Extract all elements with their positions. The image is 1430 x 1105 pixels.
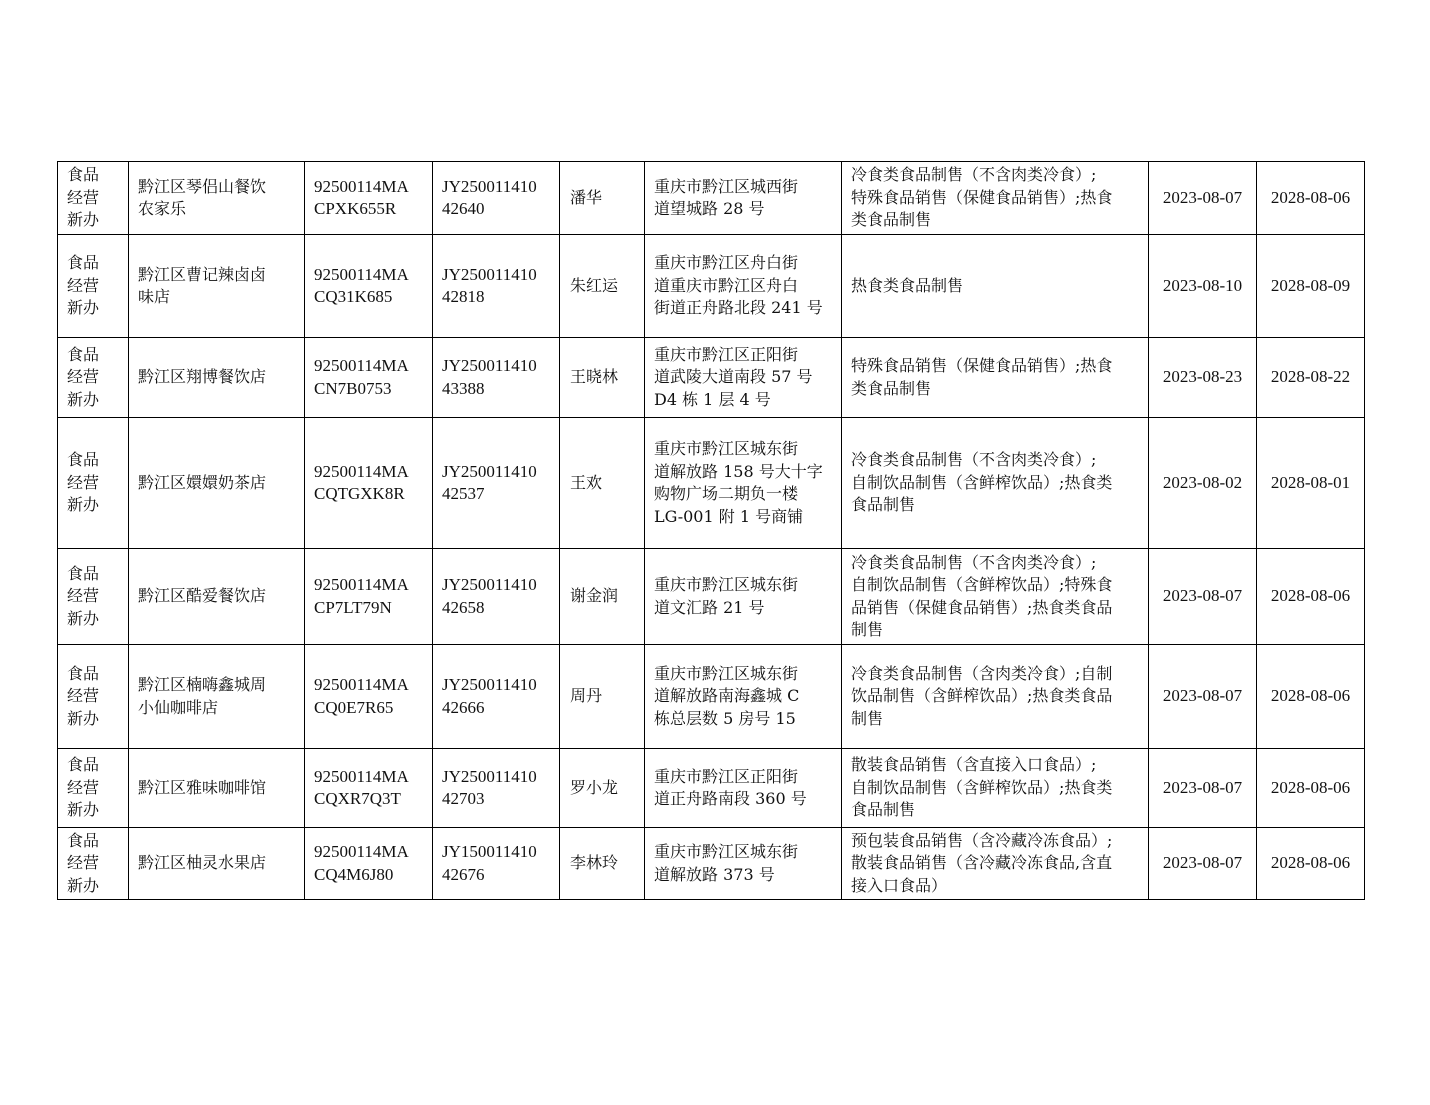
address-cell: 重庆市黔江区城东街 道解放路 158 号大十字 购物广场二期负一楼 LG-001 附 1 号商铺 <box>645 418 842 549</box>
business-scope-cell: 冷食类食品制售（含肉类冷食）;自制 饮品制售（含鲜榨饮品）;热食类食品 制售 <box>842 645 1149 749</box>
credit-code-cell: 92500114MA CQ0E7R65 <box>305 645 433 749</box>
legal-person-cell: 罗小龙 <box>560 749 645 828</box>
address-cell: 重庆市黔江区正阳街 道正舟路南段 360 号 <box>645 749 842 828</box>
address-cell: 重庆市黔江区城东街 道解放路南海鑫城 C 栋总层数 5 房号 15 <box>645 645 842 749</box>
table-row <box>58 418 1365 549</box>
start-date-cell: 2023-08-10 <box>1149 235 1257 338</box>
end-date-cell: 2028-08-06 <box>1257 645 1365 749</box>
table-row <box>58 828 1365 900</box>
end-date-cell: 2028-08-01 <box>1257 418 1365 549</box>
address-cell: 重庆市黔江区正阳街 道武陵大道南段 57 号 D4 栋 1 层 4 号 <box>645 338 842 418</box>
license-number-cell: JY250011410 42818 <box>433 235 560 338</box>
table-row <box>58 235 1365 338</box>
permit-type-cell: 食品 经营 新办 <box>58 162 129 235</box>
credit-code-cell: 92500114MA CP7LT79N <box>305 549 433 645</box>
table-row <box>58 645 1365 749</box>
business-scope-cell: 预包装食品销售（含冷藏冷冻食品）; 散装食品销售（含冷藏冷冻食品,含直 接入口食品） <box>842 828 1149 900</box>
start-date-cell: 2023-08-07 <box>1149 549 1257 645</box>
legal-person-cell: 朱红运 <box>560 235 645 338</box>
business-name-cell: 黔江区翔博餐饮店 <box>129 338 305 418</box>
business-name-cell: 黔江区酷爱餐饮店 <box>129 549 305 645</box>
end-date-cell: 2028-08-22 <box>1257 338 1365 418</box>
credit-code-cell: 92500114MA CQ31K685 <box>305 235 433 338</box>
credit-code-cell: 92500114MA CN7B0753 <box>305 338 433 418</box>
table-row <box>58 338 1365 418</box>
business-scope-cell: 冷食类食品制售（不含肉类冷食）; 自制饮品制售（含鲜榨饮品）;特殊食 品销售（保健食品销售）;热食类食品 制售 <box>842 549 1149 645</box>
business-scope-cell: 冷食类食品制售（不含肉类冷食）; 特殊食品销售（保健食品销售）;热食 类食品制售 <box>842 162 1149 235</box>
business-scope-cell: 散装食品销售（含直接入口食品）; 自制饮品制售（含鲜榨饮品）;热食类 食品制售 <box>842 749 1149 828</box>
legal-person-cell: 周丹 <box>560 645 645 749</box>
end-date-cell: 2028-08-06 <box>1257 828 1365 900</box>
end-date-cell: 2028-08-06 <box>1257 749 1365 828</box>
start-date-cell: 2023-08-07 <box>1149 749 1257 828</box>
table-row <box>58 162 1365 235</box>
license-number-cell: JY250011410 42666 <box>433 645 560 749</box>
credit-code-cell: 92500114MA CQ4M6J80 <box>305 828 433 900</box>
business-name-cell: 黔江区曹记辣卤卤 味店 <box>129 235 305 338</box>
business-scope-cell: 冷食类食品制售（不含肉类冷食）; 自制饮品制售（含鲜榨饮品）;热食类 食品制售 <box>842 418 1149 549</box>
start-date-cell: 2023-08-23 <box>1149 338 1257 418</box>
business-scope-cell: 热食类食品制售 <box>842 235 1149 338</box>
license-number-cell: JY250011410 42658 <box>433 549 560 645</box>
permit-type-cell: 食品 经营 新办 <box>58 549 129 645</box>
address-cell: 重庆市黔江区舟白街 道重庆市黔江区舟白 街道正舟路北段 241 号 <box>645 235 842 338</box>
permit-type-cell: 食品 经营 新办 <box>58 749 129 828</box>
license-number-cell: JY250011410 42640 <box>433 162 560 235</box>
credit-code-cell: 92500114MA CQXR7Q3T <box>305 749 433 828</box>
license-number-cell: JY250011410 42537 <box>433 418 560 549</box>
legal-person-cell: 王晓林 <box>560 338 645 418</box>
legal-person-cell: 潘华 <box>560 162 645 235</box>
business-name-cell: 黔江区雅味咖啡馆 <box>129 749 305 828</box>
address-cell: 重庆市黔江区城东街 道文汇路 21 号 <box>645 549 842 645</box>
business-name-cell: 黔江区嬛嬛奶茶店 <box>129 418 305 549</box>
legal-person-cell: 李林玲 <box>560 828 645 900</box>
end-date-cell: 2028-08-09 <box>1257 235 1365 338</box>
table-row <box>58 749 1365 828</box>
credit-code-cell: 92500114MA CQTGXK8R <box>305 418 433 549</box>
start-date-cell: 2023-08-02 <box>1149 418 1257 549</box>
business-name-cell: 黔江区楠嗨鑫城周 小仙咖啡店 <box>129 645 305 749</box>
start-date-cell: 2023-08-07 <box>1149 162 1257 235</box>
start-date-cell: 2023-08-07 <box>1149 645 1257 749</box>
license-number-cell: JY150011410 42676 <box>433 828 560 900</box>
legal-person-cell: 王欢 <box>560 418 645 549</box>
business-scope-cell: 特殊食品销售（保健食品销售）;热食 类食品制售 <box>842 338 1149 418</box>
permit-type-cell: 食品 经营 新办 <box>58 828 129 900</box>
business-name-cell: 黔江区琴侣山餐饮 农家乐 <box>129 162 305 235</box>
address-cell: 重庆市黔江区城西街 道望城路 28 号 <box>645 162 842 235</box>
license-number-cell: JY250011410 42703 <box>433 749 560 828</box>
business-name-cell: 黔江区柚灵水果店 <box>129 828 305 900</box>
address-cell: 重庆市黔江区城东街 道解放路 373 号 <box>645 828 842 900</box>
table-row <box>58 549 1365 645</box>
end-date-cell: 2028-08-06 <box>1257 162 1365 235</box>
permit-type-cell: 食品 经营 新办 <box>58 338 129 418</box>
permit-type-cell: 食品 经营 新办 <box>58 235 129 338</box>
license-number-cell: JY250011410 43388 <box>433 338 560 418</box>
permit-type-cell: 食品 经营 新办 <box>58 418 129 549</box>
legal-person-cell: 谢金润 <box>560 549 645 645</box>
table-body <box>58 162 1365 900</box>
end-date-cell: 2028-08-06 <box>1257 549 1365 645</box>
permit-type-cell: 食品 经营 新办 <box>58 645 129 749</box>
credit-code-cell: 92500114MA CPXK655R <box>305 162 433 235</box>
license-table <box>57 161 1365 900</box>
start-date-cell: 2023-08-07 <box>1149 828 1257 900</box>
